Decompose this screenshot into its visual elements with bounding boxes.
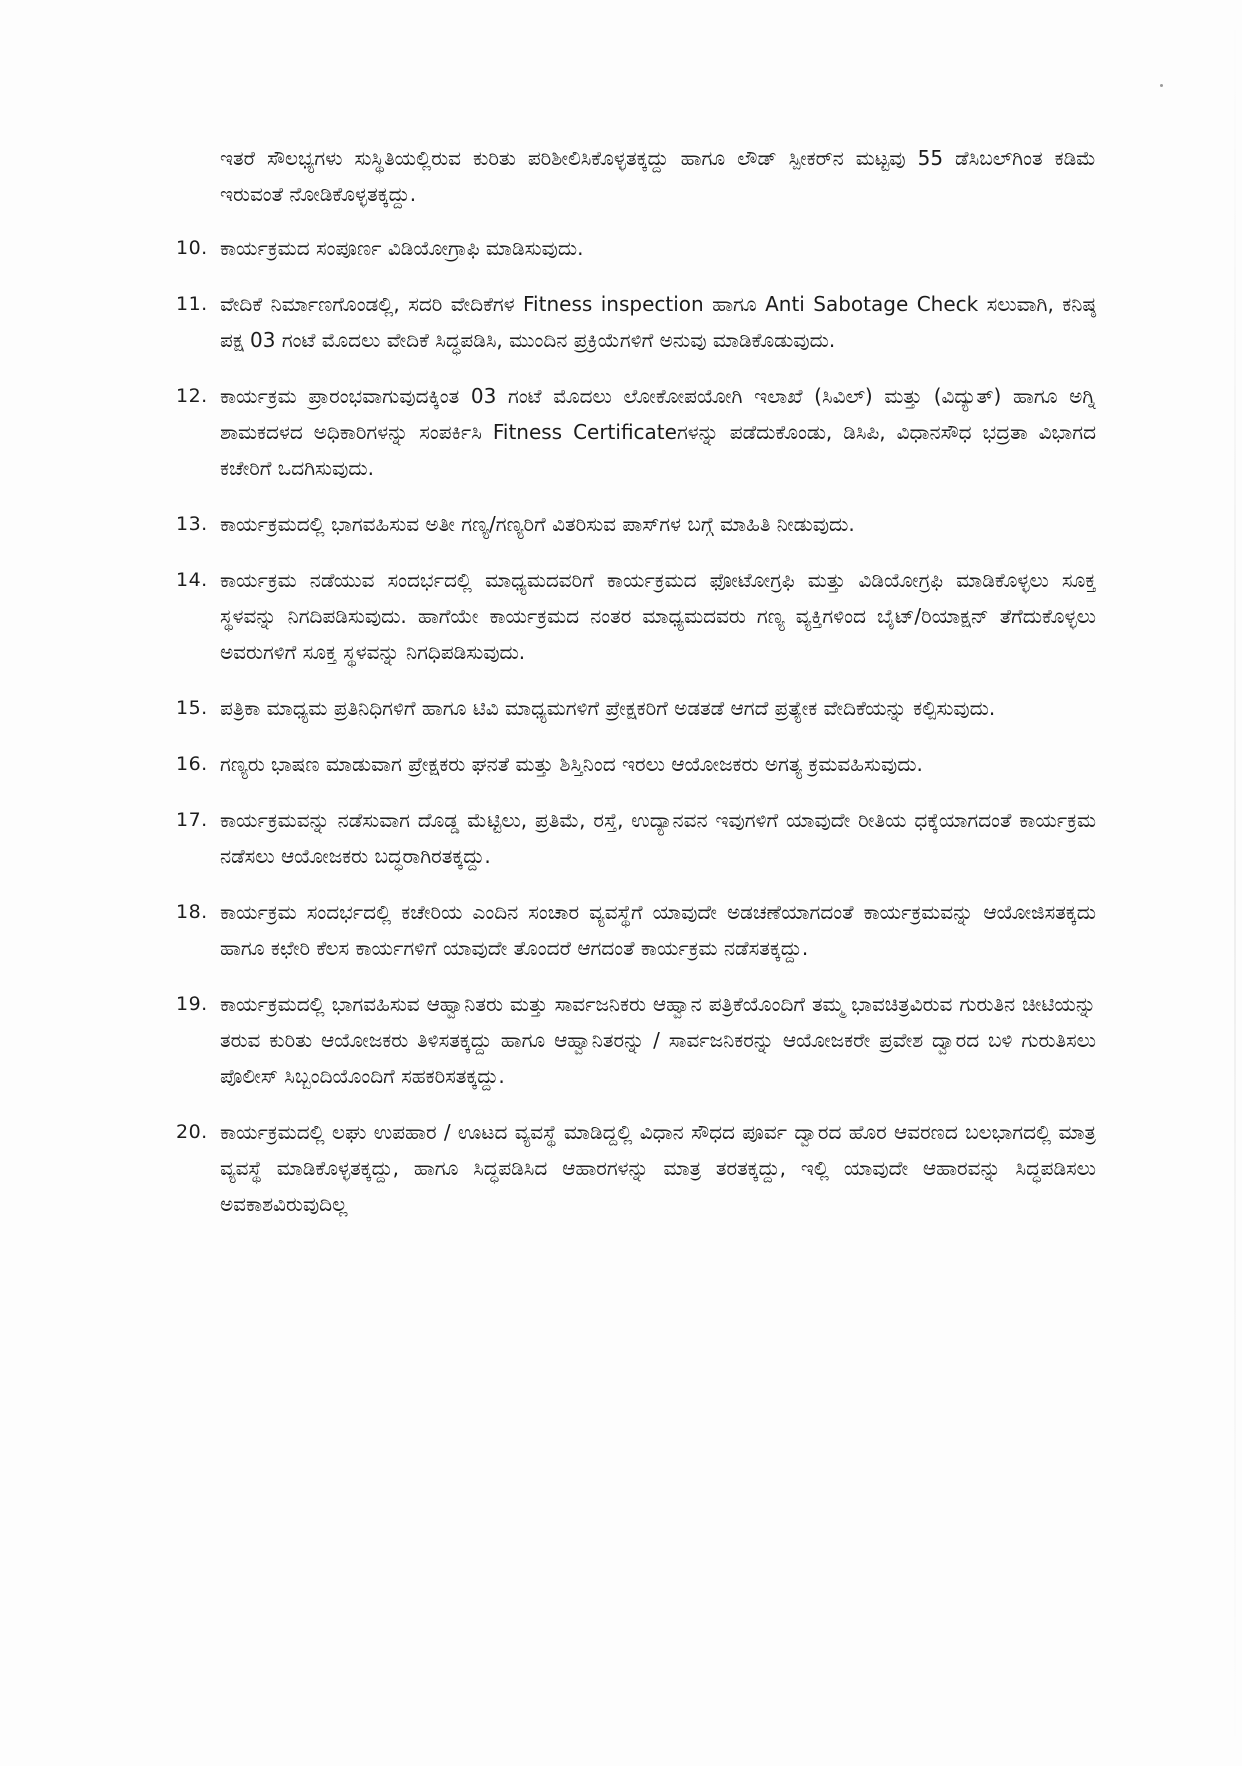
item-text: ಕಾರ್ಯಕ್ರಮ ಪ್ರಾರಂಭವಾಗುವುದಕ್ಕಿಂತ 03 ಗಂಟೆ ಮೊದಲು ಲೋಕೋಪಯೋಗಿ ಇಲಾಖೆ (ಸಿವಿಲ್) ಮತ್ತು (ವಿದ್ಯುತ್) ಹಾಗೂ ಅಗ್ನಿ ಶಾಮಕದಳದ ಅಧಿಕಾರಿಗಳನ್ನು ಸಂಪರ್ಕಿಸಿ Fitness Certificateಗಳನ್ನು ಪಡೆದುಕೊಂಡು, ಡಿಸಿಪಿ, ವಿಧಾನಸೌಧ ಭದ್ರತಾ ವಿಭಾಗದ ಕಚೇರಿಗೆ ಒದಗಿಸುವುದು. (220, 384, 1096, 480)
list-item (176, 986, 1096, 1094)
item-number: 20. (176, 1121, 208, 1143)
item-text: ಕಾರ್ಯಕ್ರಮ ನಡೆಯುವ ಸಂದರ್ಭದಲ್ಲಿ ಮಾಧ್ಯಮದವರಿಗೆ ಕಾರ್ಯಕ್ರಮದ ಫೋಟೋಗ್ರಫಿ ಮತ್ತು ವಿಡಿಯೋಗ್ರಫಿ ಮಾಡಿಕೊಳ್ಳಲು ಸೂಕ್ತ ಸ್ಥಳವನ್ನು ನಿಗದಿಪಡಿಸುವುದು. ಹಾಗೆಯೇ ಕಾರ್ಯಕ್ರಮದ ನಂತರ ಮಾಧ್ಯಮದವರು ಗಣ್ಯ ವ್ಯಕ್ತಿಗಳಿಂದ ಬೈಟ್/ರಿಯಾಕ್ಷನ್ ತೆಗೆದುಕೊಳ್ಳಲು ಅವರುಗಳಿಗೆ ಸೂಕ್ತ ಸ್ಥಳವನ್ನು ನಿಗಧಿಪಡಿಸುವುದು. (220, 568, 1096, 664)
numbered-list (176, 230, 1096, 1222)
scan-speck (1160, 84, 1163, 87)
intro-paragraph: ಇತರೆ ಸೌಲಭ್ಯಗಳು ಸುಸ್ಥಿತಿಯಲ್ಲಿರುವ ಕುರಿತು ಪರಿಶೀಲಿಸಿಕೊಳ್ಳತಕ್ಕದ್ದು ಹಾಗೂ ಲೌಡ್ ಸ್ಪೀಕರ್‌ನ ಮಟ್ಟವು 55 ಡೆಸಿಬಲ್‌ಗಿಂತ ಕಡಿಮೆ ಇರುವಂತೆ ನೋಡಿಕೊಳ್ಳತಕ್ಕದ್ದು. (220, 146, 1096, 206)
item-text: ಕಾರ್ಯಕ್ರಮದಲ್ಲಿ ಭಾಗವಹಿಸುವ ಆಹ್ವಾನಿತರು ಮತ್ತು ಸಾರ್ವಜನಿಕರು ಆಹ್ವಾನ ಪತ್ರಿಕೆಯೊಂದಿಗೆ ತಮ್ಮ ಭಾವಚಿತ್ರವಿರುವ ಗುರುತಿನ ಚೀಟಿಯನ್ನು ತರುವ ಕುರಿತು ಆಯೋಜಕರು ತಿಳಿಸತಕ್ಕದ್ದು ಹಾಗೂ ಆಹ್ವಾನಿತರನ್ನು / ಸಾರ್ವಜನಿಕರನ್ನು ಆಯೋಜಕರೇ ಪ್ರವೇಶ ದ್ವಾರದ ಬಳಿ ಗುರುತಿಸಲು ಪೊಲೀಸ್ ಸಿಬ್ಬಂದಿಯೊಂದಿಗೆ ಸಹಕರಿಸತಕ್ಕದ್ದು. (220, 992, 1096, 1088)
document-body (176, 140, 1096, 1242)
list-item (176, 286, 1096, 358)
item-text: ಪತ್ರಿಕಾ ಮಾಧ್ಯಮ ಪ್ರತಿನಿಧಿಗಳಿಗೆ ಹಾಗೂ ಟಿವಿ ಮಾಧ್ಯಮಗಳಿಗೆ ಪ್ರೇಕ್ಷಕರಿಗೆ ಅಡತಡೆ ಆಗದೆ ಪ್ರತ್ಯೇಕ ವೇದಿಕೆಯನ್ನು ಕಲ್ಪಿಸುವುದು. (220, 696, 996, 720)
item-text: ವೇದಿಕೆ ನಿರ್ಮಾಣಗೊಂಡಲ್ಲಿ, ಸದರಿ ವೇದಿಕೆಗಳ Fitness inspection ಹಾಗೂ Anti Sabotage Check ಸಲುವಾಗಿ, ಕನಿಷ್ಠ ಪಕ್ಷ 03 ಗಂಟೆ ಮೊದಲು ವೇದಿಕೆ ಸಿದ್ಧಪಡಿಸಿ, ಮುಂದಿನ ಪ್ರಕ್ರಿಯೆಗಳಿಗೆ ಅನುವು ಮಾಡಿಕೊಡುವುದು. (220, 292, 1096, 352)
item-text: ಗಣ್ಯರು ಭಾಷಣ ಮಾಡುವಾಗ ಪ್ರೇಕ್ಷಕರು ಘನತೆ ಮತ್ತು ಶಿಸ್ತಿನಿಂದ ಇರಲು ಆಯೋಜಕರು ಅಗತ್ಯ ಕ್ರಮವಹಿಸುವುದು. (220, 752, 923, 776)
list-item (176, 230, 1096, 266)
item-number: 15. (176, 697, 208, 719)
list-item (176, 894, 1096, 966)
item-number: 10. (176, 237, 208, 259)
item-number: 16. (176, 753, 208, 775)
item-number: 17. (176, 809, 208, 831)
list-item (176, 746, 1096, 782)
item-text: ಕಾರ್ಯಕ್ರಮದಲ್ಲಿ ಭಾಗವಹಿಸುವ ಅತೀ ಗಣ್ಯ/ಗಣ್ಯರಿಗೆ ವಿತರಿಸುವ ಪಾಸ್‌ಗಳ ಬಗ್ಗೆ ಮಾಹಿತಿ ನೀಡುವುದು. (220, 512, 855, 536)
list-item (176, 1114, 1096, 1222)
list-item (176, 378, 1096, 486)
item-number: 12. (176, 385, 208, 407)
scan-edge-shadow (1234, 0, 1236, 1766)
item-text: ಕಾರ್ಯಕ್ರಮದ ಸಂಪೂರ್ಣ ವಿಡಿಯೋಗ್ರಾಫಿ ಮಾಡಿಸುವುದು. (220, 236, 584, 260)
list-item (176, 690, 1096, 726)
list-item (176, 562, 1096, 670)
list-item (176, 506, 1096, 542)
item-number: 14. (176, 569, 208, 591)
item-number: 18. (176, 901, 208, 923)
item-text: ಕಾರ್ಯಕ್ರಮದಲ್ಲಿ ಲಘು ಉಪಹಾರ / ಊಟದ ವ್ಯವಸ್ಥೆ ಮಾಡಿದ್ದಲ್ಲಿ ವಿಧಾನ ಸೌಧದ ಪೂರ್ವ ದ್ವಾರದ ಹೊರ ಆವರಣದ ಬಲಭಾಗದಲ್ಲಿ ಮಾತ್ರ ವ್ಯವಸ್ಥೆ ಮಾಡಿಕೊಳ್ಳತಕ್ಕದ್ದು, ಹಾಗೂ ಸಿದ್ಧಪಡಿಸಿದ ಆಹಾರಗಳನ್ನು ಮಾತ್ರ ತರತಕ್ಕದ್ದು, ಇಲ್ಲಿ ಯಾವುದೇ ಆಹಾರವನ್ನು ಸಿದ್ಧಪಡಿಸಲು ಅವಕಾಶವಿರುವುದಿಲ್ಲ (220, 1120, 1096, 1216)
item-number: 11. (176, 293, 208, 315)
item-number: 19. (176, 993, 208, 1015)
item-text: ಕಾರ್ಯಕ್ರಮ ಸಂದರ್ಭದಲ್ಲಿ ಕಚೇರಿಯ ಎಂದಿನ ಸಂಚಾರ ವ್ಯವಸ್ಥೆಗೆ ಯಾವುದೇ ಅಡಚಣೆಯಾಗದಂತೆ ಕಾರ್ಯಕ್ರಮವನ್ನು ಆಯೋಜಿಸತಕ್ಕದು ಹಾಗೂ ಕಛೇರಿ ಕೆಲಸ ಕಾರ್ಯಗಳಿಗೆ ಯಾವುದೇ ತೊಂದರೆ ಆಗದಂತೆ ಕಾರ್ಯಕ್ರಮ ನಡೆಸತಕ್ಕದ್ದು. (220, 900, 1096, 960)
item-number: 13. (176, 513, 208, 535)
list-item (176, 802, 1096, 874)
item-text: ಕಾರ್ಯಕ್ರಮವನ್ನು ನಡೆಸುವಾಗ ದೊಡ್ಡ ಮೆಟ್ಟಿಲು, ಪ್ರತಿಮೆ, ರಸ್ತೆ, ಉದ್ಯಾನವನ ಇವುಗಳಿಗೆ ಯಾವುದೇ ರೀತಿಯ ಧಕ್ಕೆಯಾಗದಂತೆ ಕಾರ್ಯಕ್ರಮ ನಡೆಸಲು ಆಯೋಜಕರು ಬದ್ಧರಾಗಿರತಕ್ಕದ್ದು. (220, 808, 1096, 868)
